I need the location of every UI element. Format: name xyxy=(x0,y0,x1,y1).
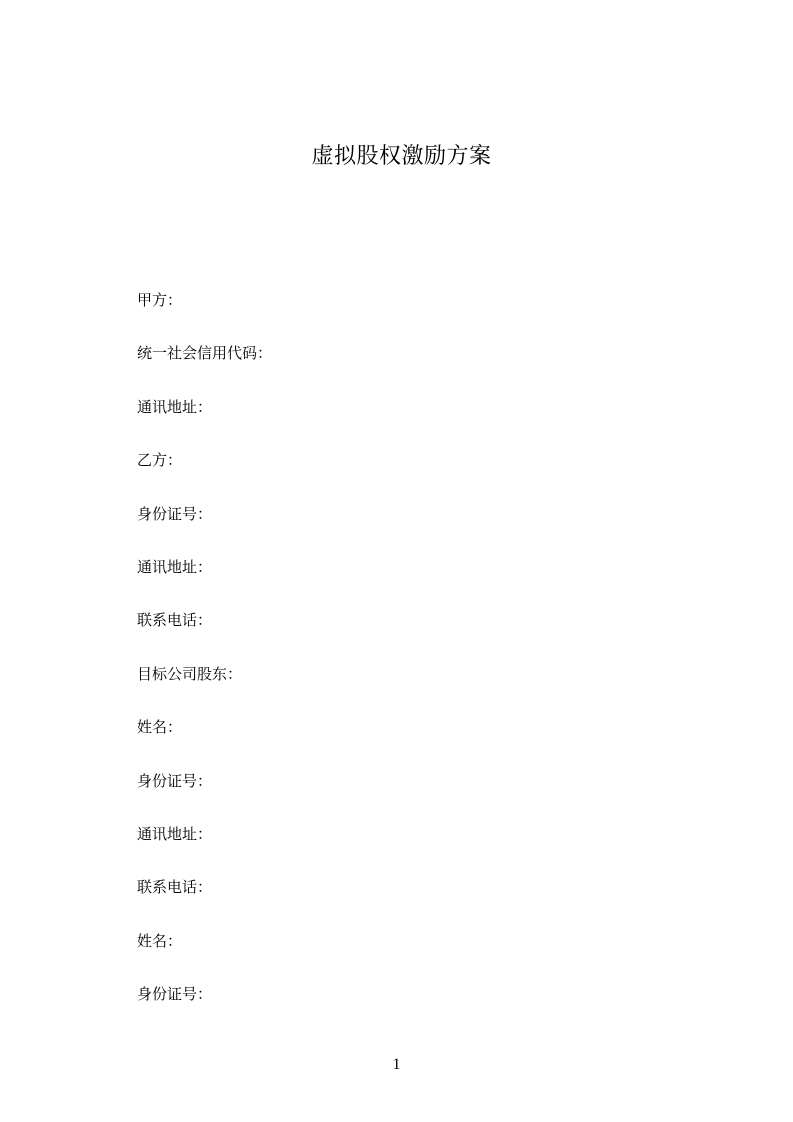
field-shareholder-1-phone: 联系电话： xyxy=(137,878,213,897)
field-party-a: 甲方： xyxy=(137,291,183,309)
field-party-b-id-number: 身份证号： xyxy=(137,504,213,523)
field-shareholder-2-name: 姓名： xyxy=(137,931,183,950)
field-shareholder-1-id-number: 身份证号： xyxy=(137,771,213,790)
field-shareholder-2-id-number: 身份证号： xyxy=(137,985,213,1004)
field-shareholder-1-name: 姓名： xyxy=(137,718,183,737)
party-info-fields xyxy=(137,288,272,1035)
field-party-a-address: 通讯地址： xyxy=(137,397,213,416)
page-number: 1 xyxy=(392,1056,401,1073)
field-shareholder-1-address: 通讯地址： xyxy=(137,824,213,843)
field-credit-code: 统一社会信用代码： xyxy=(137,344,273,363)
field-party-b: 乙方： xyxy=(137,451,183,470)
document-title: 虚拟股权激励方案 xyxy=(311,144,492,169)
field-party-b-phone: 联系电话： xyxy=(137,611,213,630)
field-target-shareholders: 目标公司股东： xyxy=(137,664,243,683)
field-party-b-address: 通讯地址： xyxy=(137,557,213,576)
